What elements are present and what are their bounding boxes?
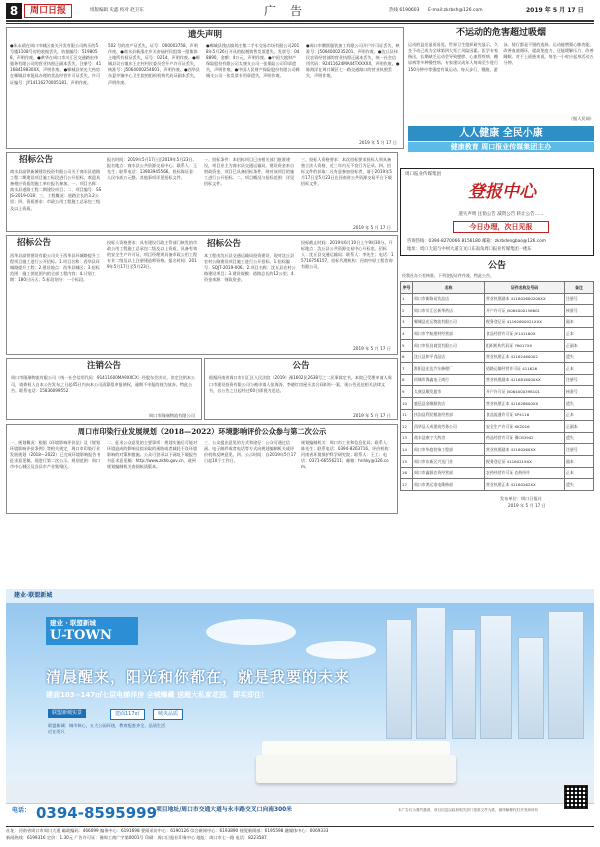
ad-subheadline: 建面103~147㎡七层电梯洋房 全城臻藏 送超大私家花园，即买即住！ [46,691,268,699]
row-seq: 6 [401,351,413,363]
utown-logo-en: U-TOWN [50,628,112,643]
ad-tag-3: 城央品质 [153,709,183,720]
row-seq: 11 [401,409,413,421]
row-name: 太康县顺发超市 [413,386,485,398]
footer-line-1: 社址：河南省周口市周口大道 邮政编码：466099 编务中心：6191698 要闻采访中心：6190126 综合新闻中心：6193890 视觉新闻部：6195598 融媒体中心：6069333 [6,828,329,833]
footer-line-2: 新闻热线：6199316 定价：1.30元 广告许可证：豫周工商广字第0001号 印刷：周口日报社印务中心 地址：周口市七一路 电话：8223587 [6,834,267,840]
row-cert: 食品经营许可证 JY141160X [485,328,565,340]
court-notice-text: 根据河南省周口市川汇区人民法院（2019）豫1602民2638号之二民事裁定书，本院已受理申请人周口市建设投资有限公司与被申请人张海涛、李晓红房屋买卖合同纠纷一案。现公告送达相关法律文书，自公告之日起经过60日即视为送达。 [209,375,392,393]
row-seq: 3 [401,316,413,328]
lost-notice-col-1: ●朱永靖在周口市城区南关开发有限公司购买的5号楼1108号房的收据丢失，收据编号：5198058，声明作废。●黄华在周口市川汇区交通路宏伟服务有限公司的营业执照正副本丢失，注册号：41168419830XX，声明作废。●郸城县荣光大药房在郸城县审批局办理的食品经营许可证丢失，许可证编号：JY14116270005181，声明作废。 [10,43,102,85]
row-cert: 农药经营许可证 农药经许 [485,467,565,479]
row-name: 沈丘县和平食品店 [413,351,485,363]
table-row [401,455,594,467]
tender-2-col-4: 投标截止时间：2019年6月10日上午9时30分。开标地点：沈丘县公共资源交易中心开标室。招标人：沈丘县交通运输局；联系人：李先生；电话：15716756157。招标代理机构：河南中原工程咨询有限公司。 [301,240,394,270]
row-name: 商水县康宁大药房 [413,432,485,444]
ad-headline: 清晨醒来，阳光和你都在，就是我要的未来 [46,668,351,686]
ad-disclaimer: 本广告仅为要约邀请，项目信息以政府相关部门批准文件为准，最终解释权归开发商所有 [398,808,539,812]
eia-col-4: 规划编制机关：周口市工业和信息化局；联系人：陈先生；联系电话：0394-8263716。评价机构：河南省环境保护科学研究院；联系人：王工；电话：0371-66556211；邮箱：hnhky@126.com。 [301,440,393,470]
row-seq: 12 [401,421,413,433]
publishing-services: 遗失声明 注销公告 减资公告 转让公告…… [458,212,544,217]
building-shape [386,619,412,739]
row-name: 郸城县宏运物流有限公司 [413,316,485,328]
table-row [401,467,594,479]
table-row [401,386,594,398]
tender-notice-2-title: 招标公告 [17,238,52,248]
publisher-name: 周口报业传媒集团 [405,172,441,177]
row-note: 遗失 [565,432,594,444]
section-title: 广告 [264,4,317,18]
row-seq: 13 [401,432,413,444]
row-note: 副本 [565,455,594,467]
court-notice-title: 公告 [292,361,310,371]
table-row [401,479,594,491]
row-seq: 14 [401,444,413,456]
row-name: 周口市东新区兴达门业 [413,455,485,467]
room-floor [6,781,594,803]
issue-date: 2019 年 5 月 17 日 [526,7,584,14]
ad-phone-label: 电话： [12,807,31,814]
row-cert: 税务登记证 41162600021XXX [485,316,565,328]
header-divider-thin [6,23,594,24]
notice-table-header-row [401,282,594,294]
row-cert: 营业执照副本 411602600200XX [485,293,565,305]
cancellation-signature: 周口市隆瑞物流有限公司 [148,413,195,418]
notice-table-title: 公告 [487,261,506,271]
header-note: 备注 [565,282,594,294]
hotline: 热线 6190603 [389,8,420,13]
lost-notice-title: 遗失声明 [187,30,222,40]
cancellation-text: 周口市隆瑞物流有限公司（统一社会信用代码：91411600MA9XXCX）经股东会决议，决定注销本公司，请债权人自本公告发布之日起45日内向本公司清算组申报债权，逾期不申报的视为放弃。特此公告。联系电话：15836099552 [11,375,196,393]
row-note: 正本 [565,467,594,479]
row-note: 副本 [565,316,594,328]
row-note: 正本 [565,363,594,375]
row-note: 核准号 [565,386,594,398]
row-name: 淮阳县宏达汽车修理厂 [413,363,485,375]
building-shape [416,607,446,739]
publishing-contact: 咨询热线：0394-8270066 8156180 邮箱：zkrbdengbao@126.com [407,239,546,244]
article-title: 不运动的危害超过吸烟 [455,28,546,38]
tender-1-col-4: 三、投标人资格要求：本次招标要求投标人须具备独立法人资格，近三年内无不良行为记录。四、招标文件的获取：凡有意参加投标者，请于2019年5月17日至5月23日在河南省公共资源交易平台下载招标文件。 [301,157,392,187]
row-seq: 15 [401,455,413,467]
row-seq: 7 [401,363,413,375]
court-notice [204,358,398,420]
page-footer [6,828,594,841]
row-note: 正副本 [565,421,594,433]
row-name: 西华县天成建筑劳务公司 [413,421,485,433]
tender-1-date: 2019 年 5 月 17 日 [353,225,391,230]
row-note: 正本 [565,328,594,340]
row-note: 遗失 [565,479,594,491]
row-name: 周口市恒昌商贸有限公司 [413,339,485,351]
utown-logo [46,617,138,645]
building-shape [480,615,512,739]
page-number: 8 [6,3,22,19]
row-note: 遗失 [565,397,594,409]
row-cert: 开户许可证 J5064000156601 [485,305,565,317]
building-shape [548,611,584,739]
ad-top-band [6,589,594,603]
row-cert: 营业执照副本 4116816000XX [485,374,565,386]
newspaper-logo: 周口日报 [24,4,72,18]
building-shape [518,637,544,739]
eia-notice [6,424,398,514]
row-name: 扶沟县利民粮油经营部 [413,409,485,421]
tender-2-date: 2019 年 5 月 17 日 [353,346,391,351]
lost-notice-date: 2019 年 5 月 17 日 [359,140,397,145]
lost-notice-col-2: 502 号的房产证丢失，证号：000003758，声明作废。●商水县新邵庄乡关帝庙村民组第一组集体土地所有权证丢失，证号：0214，声明作废。●郸城县吴台镇东王庄村村民委员会开户许可证丢失，核准号：J5064000254601，声明作废。●西华县东夏亭镇中心卫生院的组织机构代码证副本丢失，声明作废。 [108,43,200,85]
row-cert: 营业执照副本 41160260XX [485,444,565,456]
article-source: （据人民网） [568,116,594,122]
row-name: 周口市鑫源农资经营部 [413,467,485,479]
table-row [401,374,594,386]
table-row [401,444,594,456]
notice-table [400,281,594,491]
cloud-shape [306,641,376,659]
row-name: 周口市鸿运家电维修部 [413,479,485,491]
table-row [401,397,594,409]
row-name: 周口市宇航建材经营部 [413,328,485,340]
row-cert: 组织机构代码证 76017XX [485,339,565,351]
health-banner: 人人健康 全民小康 [408,126,594,141]
notice-table-date: 2019 年 5 月 17 日 [508,503,546,508]
row-note: 核准号 [565,305,594,317]
tender-notice-1 [6,152,398,232]
header-divider [6,20,594,22]
ad-tag-1: 联盟新城实景 [48,709,86,718]
row-note: 正副本 [565,339,594,351]
sofa [256,755,456,783]
health-sub-banner: 健康教育 周口报业传媒集团主办 [408,142,594,152]
table-row [401,293,594,305]
notice-table-intro: 经我社办公室核准，下列登报证件作废，特此公告。 [402,273,494,278]
row-note: 正本 [565,409,594,421]
tender-1-col-3: 一、招标条件：本招标项目已由相关部门批准建设，项目业主为商水县交通运输局，建设资金来自财政资金，项目已具备招标条件，现对该项目的施工进行公开招标。二、项目概况与招标范围：详见招标文件。 [204,157,295,187]
court-notice-date: 2019 年 5 月 17 日 [353,413,391,418]
lost-notice-box [6,27,404,149]
publishing-center-title: 登报中心 [468,182,536,202]
eia-title: 周口市印染行业发展规划（2018—2022）环境影响评价公众参与第二次公示 [77,427,327,436]
table-row [401,328,594,340]
header-seq: 序号 [401,282,413,294]
email: E-mail:zkrbsh@126.com [428,8,483,13]
row-name: 项城市海鑫电子商行 [413,374,485,386]
row-seq: 8 [401,374,413,386]
ad-brand: 建业·联盟新城 [14,592,53,599]
tender-1-col-2: 报名时间：2019年5月17日至2019年5月23日。报名地点：商水县公共资源交易中心。联系人：王先生；联系电话：13903945566。投标保证金：人民币贰万元整。其他事项详见招标文件。 [107,157,198,181]
table-row [401,432,594,444]
table-row [401,351,594,363]
table-row [401,421,594,433]
row-seq: 5 [401,339,413,351]
row-seq: 16 [401,467,413,479]
row-name: 鹿邑县金顺服装店 [413,397,485,409]
editor-line: 组版编辑 史鑫 校对 赵卫东 [90,8,144,13]
tender-notice-2 [6,235,398,355]
row-note: 注册号 [565,444,594,456]
tender-2-subtitle: 招标公告 [207,239,242,249]
table-row [401,316,594,328]
row-cert: 营业执照正本 411628600XX [485,397,565,409]
publishing-slogan: 今日办理，次日见报 [453,221,549,233]
tender-2-col-1: 西华县高铁建设有限公司关于西华县环城路提升工程项目施工进行公开招标。1.项目名称：西华县环城路提升工程；2.建设地点：西华县城区；3.招标范围：施工图范围内的全部工程内容；4.计划工期：180日历天；5.标段划分：一个标段。 [10,253,101,283]
row-seq: 9 [401,386,413,398]
row-cert: 税务登记证 41160219XX [485,455,565,467]
footer-divider [6,826,594,827]
table-row [401,409,594,421]
header-name: 名称 [413,282,485,294]
cloud-shape [206,619,296,645]
publishing-center-ad [400,168,594,256]
notice-table-signature: 发布单位：周口日报社 [500,496,542,501]
table-row [401,305,594,317]
tender-notice-1-title: 招标公告 [19,155,54,165]
row-cert: 药品经营许可证 豫CB3942 [485,432,565,444]
row-cert: 食品流通许可证 SP4116 [485,409,565,421]
row-seq: 1 [401,293,413,305]
real-estate-ad [6,589,594,823]
health-article [408,27,594,123]
eia-col-2: 二、征求公众意见的主要事项：规划实施后可能对环境造成的影响及拟采取的预防或者减轻不良环境影响的对策和措施。公众可登录以下网址下载报告书征求意见稿：http://www.zkhb.gov.cn，或到规划编制机关查阅纸质版本。 [107,440,198,470]
row-seq: 4 [401,328,413,340]
tender-1-col-1: 商水县高铁新城建设投资有限公司关于商水县道路工程二期建设项目施工标段进行公开招标，欢迎具备相应资质的施工单位报名参加。一、项目名称：商水县道路工程二期建设项目；二、项目编号：SSJS-2019-018；三、工程概况：道路全长约3.2公里；四、资质要求：市政公用工程施工总承包三级及以上资质。 [10,169,102,211]
row-cert: 安全生产许可证 XK2016 [485,421,565,433]
row-note: 遗失 [565,351,594,363]
row-cert: 营业执照正本 41162460002 [485,351,565,363]
article-body: 运动的益处显而易见，世界卫生组织研究显示，久坐不动已成为全球第四大死亡风险因素。医学专家指出，长期缺乏运动会导致肥胖、心血管疾病、糖尿病等多种慢性病。专家建议成年人每周至少进行150分钟中等强度有氧运动，每天步行、慢跑、游泳、骑行都是不错的选择。运动能增强心肺功能，改善血液循环，提高免疫力，还能缓解压力、改善睡眠。对于上班族来说，每坐一小时应起身活动五分钟。 [408,42,594,72]
ad-project-address: 项目地址/周口市交通大道与永丰路交叉口向南300米 [156,807,292,813]
cancellation-notice [6,358,202,420]
table-row [401,363,594,375]
tender-2-col-3: 本工程由沈丘县交通运输局投资建设，现对沈丘县农村公路建设项目施工进行公开招标。1.招标编号：SQJT-2019-006；2.项目名称：沈丘县农村公路建设项目；3.建设规模：道路总长约12公里；4.资金来源：财政资金。 [204,253,296,283]
lost-notice-col-3: ●郸城县钱店镇刘庄集二手车交易市场有限公司2018年5月26日开具的报税销售发票遗失，发票号：048890，金额：4万元，声明作废。●中国大地财产保险股份有限公司太康支公司一张保险公司印章遗失，声明作废。●中国人民财产保险股份有限公司郸城支公司一张发票专用章遗失，声明作废。 [206,43,300,79]
qr-code-icon [564,785,588,809]
eia-col-3: 三、公众提出意见的方式和途径：公众可通过信函、电子邮件或者电话等方式向规划编制机关或评价机构反映意见。四、公示时间：自2019年5月17日起10个工作日。 [204,440,296,464]
publishing-address: 地址：周口大道与中州大道交叉口东南角周口报业传媒集团一楼东 [407,247,532,252]
row-cert: 营业执照正本 41160262XX [485,479,565,491]
row-seq: 2 [401,305,413,317]
eia-col-1: 一、规划概况：根据《环境影响评价法》及《规划环境影响评价条例》等相关规定，周口市印染行业发展规划（2018—2022）已完成环境影响报告书征求意见稿，现进行第二次公示。规划范围：周口市中心城区及各县市产业集聚区。 [10,440,101,470]
lost-notice-col-4: ●周口市腾跃服装加工有限公司开户许可证丢失，核准号：J5064000235201，声明作废。●沈丘县伟民农资经营部的营业执照正副本丢失，统一社会信用代码：92411624MA44TXXXXX，声明作废。●陈海洋在周口城区七一路交通路口的营业执照丢失，声明作废。 [306,43,400,79]
ad-phone-number: 0394-8595999 [36,804,158,822]
row-seq: 17 [401,479,413,491]
row-seq: 10 [401,397,413,409]
table-row [401,339,594,351]
row-name: 周口市华庭装饰工程部 [413,444,485,456]
utown-logo-cn: 建业 · 联盟新城 [50,619,96,627]
ad-small-info: 联盟新城：城市核心，五大公园环绕，教育配套齐全，品质生活近在咫尺 [48,723,166,734]
row-cert: 开户许可证 J5064000398101 [485,386,565,398]
cancellation-title: 注销公告 [86,361,121,371]
building-shape [452,629,476,739]
row-name: 周口市川汇区新华药店 [413,305,485,317]
header-cert: 证件名称及号码 [485,282,565,294]
row-cert: 道路运输经营许可证 411626 [485,363,565,375]
ad-tag-2: 建面117㎡ [110,709,145,720]
row-name: 周口市新路易饮品店 [413,293,485,305]
row-note: 注册号 [565,293,594,305]
tender-2-col-2: 投标人资格要求：具有建设行政主管部门核发的市政公用工程施工总承包二级及以上资质，具备有效的安全生产许可证，项目经理须具备市政公用工程专业二级及以上注册建造师资格。报名时间：2019年5月17日至5月23日。 [107,240,198,270]
row-note: 注册号 [565,374,594,386]
page-header [6,3,594,19]
